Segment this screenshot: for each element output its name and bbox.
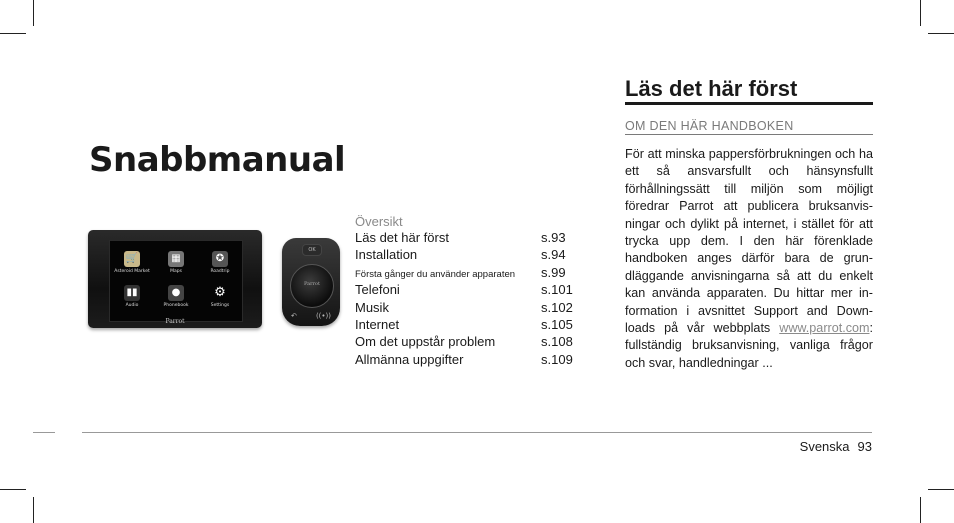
gear-icon: ⚙	[214, 285, 226, 300]
voice-icon: ((•))	[315, 312, 331, 320]
remote-brand: Parrot	[304, 281, 320, 287]
section-title: Läs det här först	[625, 76, 873, 105]
toc-item-page: s.109	[541, 351, 573, 367]
toc-item-page: s.102	[541, 299, 573, 315]
device-screen	[109, 240, 243, 322]
app-tile	[110, 285, 154, 308]
back-icon: ↶	[291, 312, 297, 320]
toc-item-title: Läs det här först	[355, 230, 449, 245]
section-subhead: OM DEN HÄR HANDBOKEN	[625, 119, 873, 135]
toc-row	[355, 317, 575, 334]
toc-heading: Översikt	[355, 214, 403, 229]
table-of-contents	[355, 214, 575, 369]
roadtrip-icon: ✪	[212, 251, 228, 267]
market-icon: 🛒	[124, 251, 140, 267]
toc-item-page: s.101	[541, 282, 573, 298]
crop-mark	[920, 0, 921, 26]
app-tile	[198, 251, 242, 274]
crop-mark	[0, 489, 26, 490]
toc-row	[355, 352, 575, 369]
phonebook-icon: ●	[168, 285, 184, 301]
toc-item-page: s.108	[541, 334, 573, 350]
app-label: Maps	[170, 269, 182, 274]
body-paragraph	[625, 146, 873, 372]
toc-item-page: s.94	[541, 247, 566, 263]
toc-item-title: Internet	[355, 316, 400, 332]
app-label: Phonebook	[163, 303, 189, 308]
footer-divider	[82, 432, 872, 433]
toc-item-title: Telefoni	[355, 282, 400, 298]
crop-mark	[33, 497, 34, 523]
map-icon: ▦	[168, 251, 184, 267]
toc-row	[355, 265, 575, 282]
body-text-start: För att minska pappersförbrukningen och ha ett så ansvarsfullt och hänsynsfullt förhållningssätt till miljön som möjligt föredrar Parrot att publicera bruksanvis-ningar och dylikt på internet, i stället för att trycka upp dem. I den här förenklade handboken anges därför bara de grun-dläggande anvisningarna så att du enkelt kan använda apparaten. Du hittar mer in-formation i avsnittet Support and Down-loads på vår webbplats	[625, 147, 873, 336]
device-illustration	[88, 230, 262, 328]
crop-mark	[928, 33, 954, 34]
crop-mark	[928, 489, 954, 490]
app-tile	[154, 285, 198, 308]
app-label: Audio	[125, 303, 139, 308]
app-tile	[154, 251, 198, 274]
app-label: Roadtrip	[210, 269, 230, 274]
crop-mark	[920, 497, 921, 523]
toc-item-page: s.105	[541, 316, 573, 332]
website-link[interactable]: www.parrot.com	[779, 321, 870, 336]
remote-illustration	[282, 238, 340, 326]
app-label: Asteroid Market	[114, 269, 150, 274]
toc-item-title: Installation	[355, 247, 418, 263]
toc-item-page: s.99	[541, 264, 566, 280]
app-tile	[110, 251, 154, 274]
crop-mark	[33, 0, 34, 26]
toc-row	[355, 247, 575, 264]
crop-mark	[0, 33, 26, 34]
page-footer	[800, 439, 872, 454]
toc-row	[355, 230, 575, 247]
toc-item-title: Första gånger du använder apparaten	[355, 268, 516, 280]
footer-tick	[33, 432, 55, 433]
toc-item-title: Allmänna uppgifter	[355, 351, 464, 367]
app-tile	[198, 285, 242, 308]
device-brand: Parrot	[165, 318, 185, 325]
footer-language: Svenska	[799, 439, 850, 454]
toc-item-page: s.93	[541, 230, 566, 245]
toc-row	[355, 334, 575, 351]
toc-item-title: Om det uppstår problem	[355, 334, 496, 350]
page-number: 93	[857, 439, 872, 454]
toc-row	[355, 300, 575, 317]
audio-icon: ▮▮	[124, 285, 140, 301]
remote-top-button: OK	[302, 244, 322, 256]
remote-dial	[290, 264, 334, 308]
body-text-end: : fullständig bruksanvisning, vanliga frågor och svar, handledningar ...	[625, 321, 873, 370]
toc-row	[355, 282, 575, 299]
toc-item-title: Musik	[355, 299, 389, 315]
app-label: Settings	[210, 303, 230, 308]
page-title: Snabbmanual	[89, 140, 346, 180]
